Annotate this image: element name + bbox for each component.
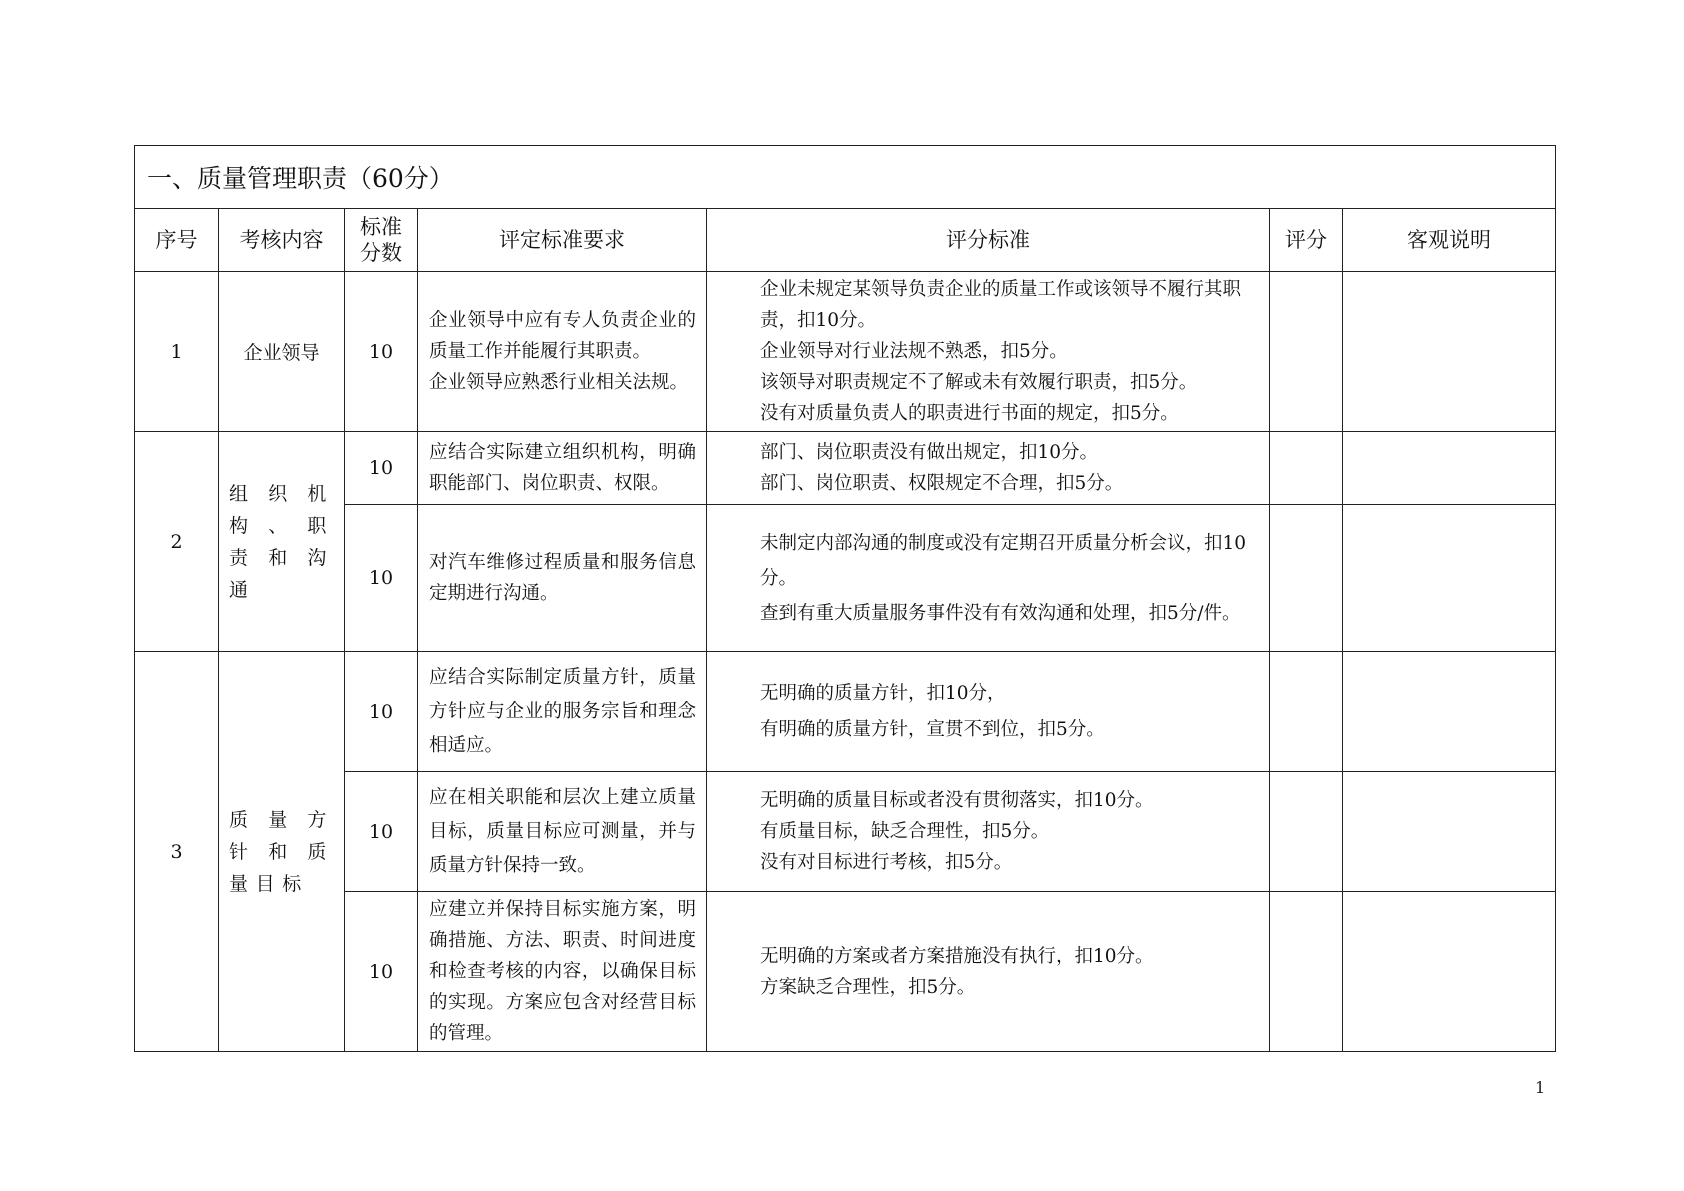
row-score: 10 [345,892,418,1052]
row-index: 2 [135,432,219,652]
row-score: 10 [345,505,418,652]
header-score-line2: 分数 [360,241,402,265]
criteria-line: 有明确的质量方针，宣贯不到位，扣5分。 [760,718,1105,740]
criteria-line: 该领导对职责规定不了解或未有效履行职责，扣5分。 [760,372,1198,393]
table-row [135,892,1556,1052]
row-score: 10 [345,432,418,505]
rating-cell[interactable] [1270,432,1343,505]
criteria-line: 企业未规定某领导负责企业的质量工作或该领导不履行其职责，扣10分。 [760,279,1242,331]
row-score: 10 [345,272,418,432]
rating-cell[interactable] [1270,652,1343,772]
header-index: 序号 [135,209,219,272]
header-content: 考核内容 [219,209,345,272]
row-criteria [707,652,1270,772]
row-criteria [707,505,1270,652]
assessment-table [134,145,1556,1052]
note-cell[interactable] [1343,272,1556,432]
table-row [135,772,1556,892]
criteria-line: 方案缺乏合理性，扣5分。 [760,976,976,998]
criteria-line: 有质量目标，缺乏合理性，扣5分。 [760,821,1050,842]
row-content: 质量方针和质量目标 [219,652,345,1052]
row-requirement [418,272,707,432]
criteria-line: 企业领导对行业法规不熟悉，扣5分。 [760,341,1068,362]
header-criteria: 评分标准 [707,209,1270,272]
row-criteria [707,432,1270,505]
note-cell[interactable] [1343,652,1556,772]
table-row [135,652,1556,772]
requirement-line: 应结合实际建立组织机构，明确职能部门、岗位职责、权限。 [429,442,696,494]
rating-cell[interactable] [1270,772,1343,892]
header-requirement: 评定标准要求 [418,209,707,272]
header-rating: 评分 [1270,209,1343,272]
section-title-row [135,146,1556,209]
row-criteria [707,272,1270,432]
header-note: 客观说明 [1343,209,1556,272]
row-requirement [418,772,707,892]
header-score-line1: 标准 [360,214,402,239]
requirement-line: 应建立并保持目标实施方案，明确措施、方法、职责、时间进度和检查考核的内容，以确保目标的实现。方案应包含对经营目标的管理。 [429,899,696,1044]
row-criteria [707,892,1270,1052]
row-requirement [418,432,707,505]
table-row [135,272,1556,432]
criteria-line: 部门、岗位职责没有做出规定，扣10分。 [760,442,1099,463]
note-cell[interactable] [1343,892,1556,1052]
criteria-line: 没有对质量负责人的职责进行书面的规定，扣5分。 [760,403,1179,424]
criteria-line: 无明确的质量方针，扣10分， [760,682,1006,704]
row-requirement [418,892,707,1052]
note-cell[interactable] [1343,505,1556,652]
criteria-line: 没有对目标进行考核，扣5分。 [760,852,1013,873]
section-title: 一、质量管理职责（60分） [135,146,1556,209]
table-row [135,432,1556,505]
requirement-line: 应结合实际制定质量方针，质量方针应与企业的服务宗旨和理念相适应。 [429,666,696,756]
note-cell[interactable] [1343,772,1556,892]
row-index: 1 [135,272,219,432]
criteria-line: 未制定内部沟通的制度或没有定期召开质量分析会议，扣10分。 [760,532,1247,589]
rating-cell[interactable] [1270,892,1343,1052]
row-index: 3 [135,652,219,1052]
requirement-line: 企业领导中应有专人负责企业的质量工作并能履行其职责。 [429,310,696,362]
rating-cell[interactable] [1270,505,1343,652]
note-cell[interactable] [1343,432,1556,505]
page-number: 1 [1535,1078,1546,1097]
criteria-line: 无明确的方案或者方案措施没有执行，扣10分。 [760,945,1154,967]
criteria-line: 部门、岗位职责、权限规定不合理，扣5分。 [760,473,1124,494]
row-content: 组织机构、职责和沟通 [219,432,345,652]
row-content: 企业领导 [219,272,345,432]
criteria-line: 无明确的质量目标或者没有贯彻落实，扣10分。 [760,790,1154,811]
rating-cell[interactable] [1270,272,1343,432]
row-requirement [418,652,707,772]
row-criteria [707,772,1270,892]
header-row [135,209,1556,272]
table-row [135,505,1556,652]
row-score: 10 [345,652,418,772]
requirement-line: 对汽车维修过程质量和服务信息定期进行沟通。 [429,552,696,604]
row-score: 10 [345,772,418,892]
criteria-line: 查到有重大质量服务事件没有有效沟通和处理，扣5分/件。 [760,602,1241,624]
header-score [345,209,418,272]
requirement-line: 应在相关职能和层次上建立质量目标，质量目标应可测量，并与质量方针保持一致。 [429,786,696,876]
row-requirement [418,505,707,652]
requirement-line: 企业领导应熟悉行业相关法规。 [429,372,689,393]
